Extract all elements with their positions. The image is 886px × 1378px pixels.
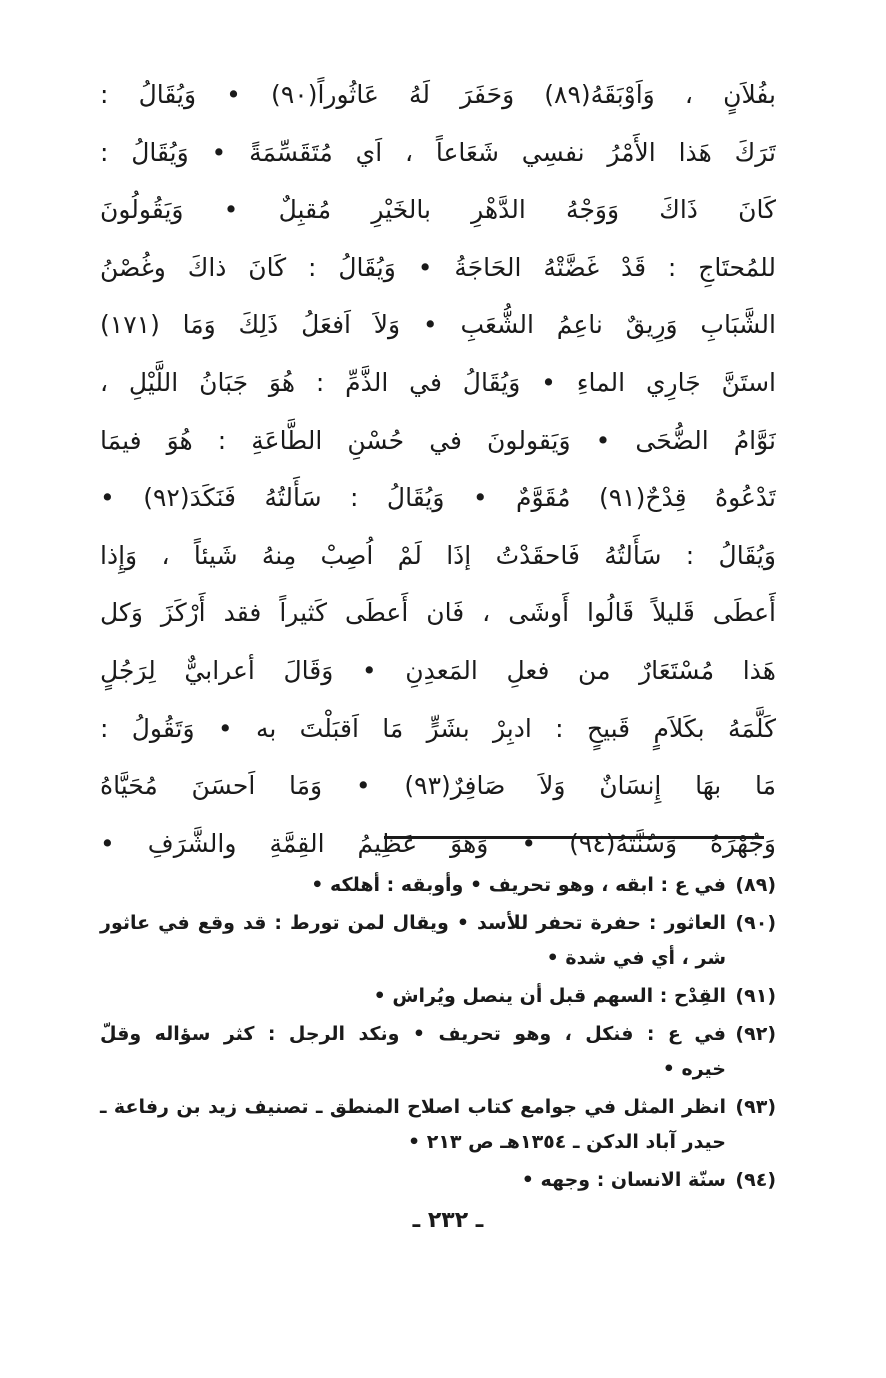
footnote-divider — [384, 836, 764, 839]
page-number: ـ ٢٣٢ ـ — [412, 1208, 484, 1233]
footnote-text: سنّة الانسان : وجهه • — [521, 1169, 726, 1191]
footnote-number: (٩٢) — [735, 1023, 776, 1045]
main-text-block — [100, 66, 776, 872]
footnote-text: انظر المثل في جوامع كتاب اصلاح المنطق ـ تصنيف زيد بن رفاعة ـ — [100, 1096, 726, 1118]
footnote-text: حيدر آباد الدكن ـ ١٣٥٤هـ ص ٢١٣ • — [407, 1131, 726, 1153]
footnote-number: (٩٤) — [735, 1169, 776, 1191]
text-line: الشَّبَابِ وَرِيقٌ ناعِمُ الشُّعَبِ • وَلاَ اَفعَلُ ذَلِكَ وَمَا (١٧١) — [100, 310, 776, 340]
footnote-91 — [100, 979, 776, 1014]
footnote-text: شر ، أي في شدة • — [546, 947, 726, 969]
footnote-number: (٩١) — [735, 985, 776, 1007]
text-line: مَا بهَا إِنسَانٌ وَلاَ صَافِرٌ(٩٣) • وَمَا اَحسَنَ مُحَيَّاهُ — [100, 771, 776, 801]
footnote-text: العاثور : حفرة تحفر للأسد • ويقال لمن تورط : قد وقع في عاثور — [100, 912, 726, 934]
footnotes-block — [100, 868, 776, 1201]
footnote-text: خيره • — [662, 1058, 726, 1080]
footnote-text: في ع : فنكل ، وهو تحريف • ونكد الرجل : كثر سؤاله وقلّ — [100, 1023, 726, 1045]
text-line: وَجُهْرَهُ وَسُنَّتَهُ(٩٤) • وَهوَ عَظِيمُ القِمَّةِ والشَّرَفِ • — [100, 828, 776, 858]
footnote-92 — [100, 1017, 776, 1087]
text-line: نَوَّامُ الضُّحَى • وَيَقولونَ في حُسْنِ الطَّاعَةِ : هُوَ فيمَا — [100, 425, 776, 455]
footnote-number: (٨٩) — [735, 874, 776, 896]
text-line: أَعطَى قَليلاً قَالُوا أَوشَى ، فَان أَعطَى كَثيراً فقد أَرْكَزَ وَكل — [100, 598, 776, 628]
text-line: بفُلاَنٍ ، وَاَوْبَقَهُ(٨٩) وَحَفَرَ لَهُ عَاثُوراً(٩٠) • وَيُقَالُ : — [100, 80, 776, 109]
text-line: هَذا مُسْتَعَارٌ من فعلِ المَعدِنِ • وَقَالَ أعرابيٌّ لِرَجُلٍ — [100, 655, 776, 685]
footnote-number: (٩٠) — [735, 912, 776, 934]
footnote-text: القِدْح : السهم قبل أن ينصل ويُراش • — [373, 985, 726, 1007]
text-line: تَرَكَ هَذا الأَمْرُ نفسِي شَعَاعاً ، اَي مُتَقَسِّمَةً • وَيُقَالُ : — [100, 137, 776, 167]
footnote-93 — [100, 1090, 776, 1160]
footnote-94 — [100, 1163, 776, 1198]
footnote-90 — [100, 906, 776, 976]
text-line: وَيُقَالُ : سَأَلتُهُ فَاحقَدْتُ إذَا لَمْ اُصِبْ مِنهُ شَيئاً ، وَإِذا — [100, 540, 776, 570]
text-line: كَانَ ذَاكَ وَوَجْهُ الدَّهْرِ بالخَيْرِ مُقبِلٌ • وَيَقُولُونَ — [100, 195, 776, 225]
text-line: كَلَّمَهُ بكَلاَمٍ قَبيحٍ : ادبِرْ بشَرٍّ مَا اَقبَلْتَ به • وَتَقُولُ : — [100, 713, 776, 743]
text-line: تَدْعُوهُ قِدْحٌ(٩١) مُقَوَّمٌ • وَيُقَالُ : سَأَلتُهُ فَنَكَدَ(٩٢) • — [100, 483, 776, 513]
footnote-89 — [100, 868, 776, 903]
footnote-number: (٩٣) — [735, 1096, 776, 1118]
footnote-text: في ع : ابقه ، وهو تحريف • وأوبقه : أهلكه • — [311, 874, 726, 896]
text-line: استَنَّ جَارِي الماءِ • وَيُقَالُ في الذَّمِّ : هُوَ جَبَانُ اللَّيْلِ ، — [100, 367, 776, 397]
text-line: للمُحتَاجِ : قَدْ غَضَّتْهُ الحَاجَةُ • وَيُقَالُ : كَانَ ذاكَ وغُصْنُ — [100, 252, 776, 282]
